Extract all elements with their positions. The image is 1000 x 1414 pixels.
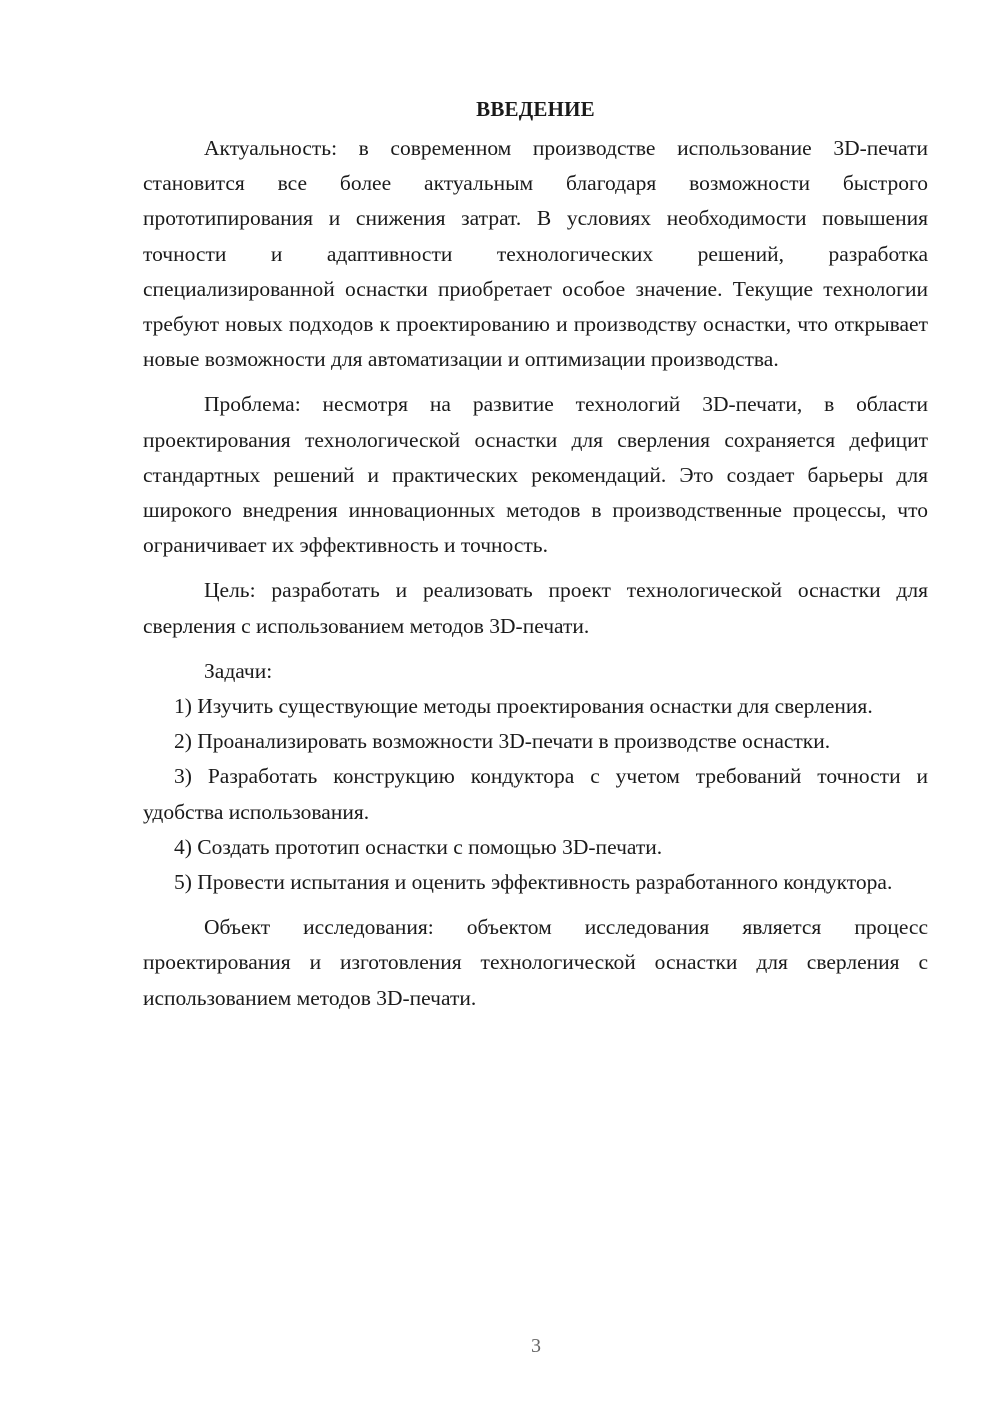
- relevance-paragraph: Актуальность: в современном производстве использование 3D-печати становится все более актуальным благодаря возможности быстрого прототипирования и снижения затрат. В условиях необходимости повышения точности и адаптивности технологических решений, разработка специализированной оснастки приобретает особое значение. Текущие технологии требуют новых подходов к проектированию и производству оснастки, что открывает новые возможности для автоматизации и оптимизации производства.: [143, 136, 928, 372]
- task-item: 1) Изучить существующие методы проектирования оснастки для сверления.: [174, 694, 873, 719]
- tasks-list: [143, 689, 928, 900]
- task-item: 2) Проанализировать возможности 3D-печати в производстве оснастки.: [174, 729, 831, 754]
- goal-paragraph: Цель: разработать и реализовать проект технологической оснастки для сверления с использованием методов 3D-печати.: [143, 578, 928, 638]
- object-paragraph: Объект исследования: объектом исследования является процесс проектирования и изготовления технологической оснастки для сверления с использованием методов 3D-печати.: [143, 915, 928, 1010]
- page-number: 3: [531, 1335, 541, 1357]
- problem-paragraph: Проблема: несмотря на развитие технологий 3D-печати, в области проектирования технологической оснастки для сверления сохраняется дефицит стандартных решений и практических рекомендаций. Это создает барьеры для широкого внедрения инновационных методов в производственные процессы, что ограничивает их эффективность и точность.: [143, 392, 928, 558]
- task-item: 5) Провести испытания и оценить эффективность разработанного кондуктора.: [174, 870, 893, 895]
- task-item: 4) Создать прототип оснастки с помощью 3D-печати.: [174, 834, 663, 859]
- document-page: [143, 92, 928, 1016]
- tasks-heading: Задачи:: [204, 658, 273, 683]
- task-item: 3) Разработать конструкцию кондуктора с учетом требований точности и удобства использования.: [143, 764, 928, 824]
- section-title: ВВЕДЕНИЕ: [476, 97, 595, 121]
